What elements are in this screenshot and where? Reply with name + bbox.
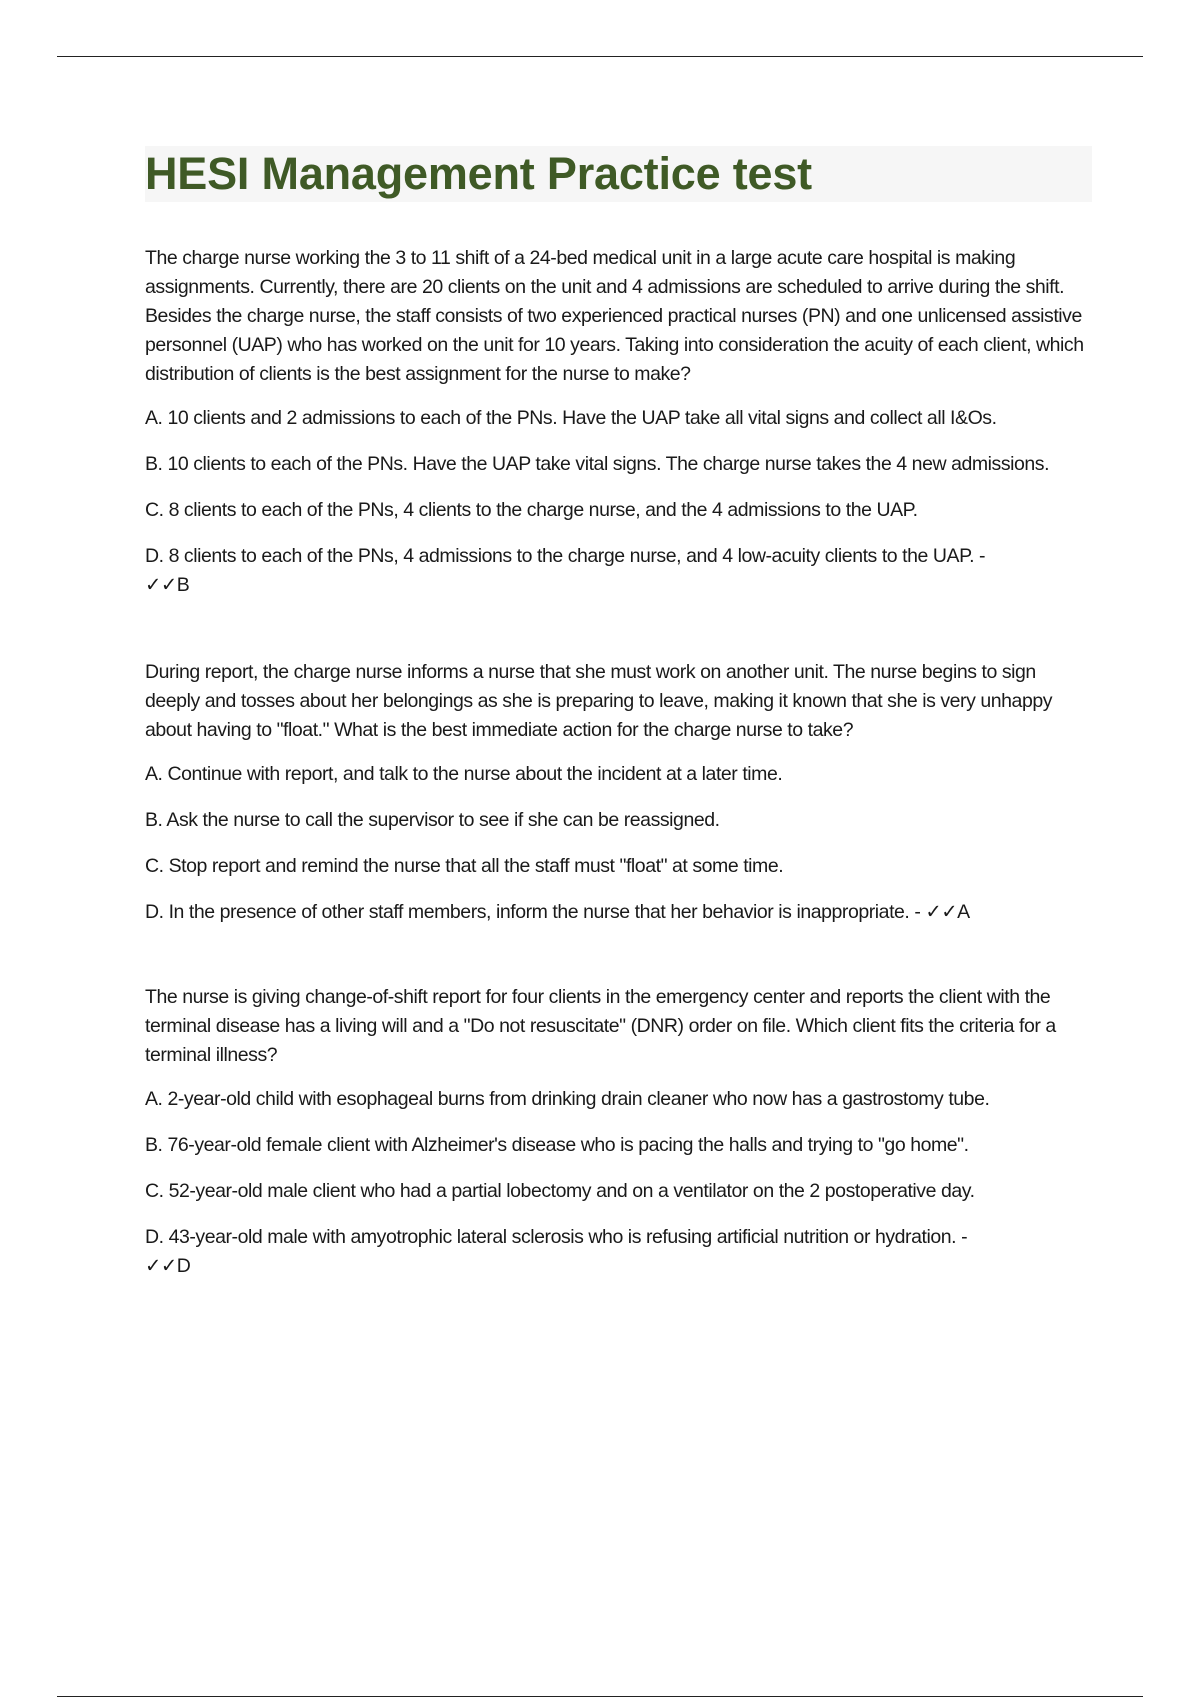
question-1	[145, 244, 1092, 600]
question-2-stem: During report, the charge nurse informs a nurse that she must work on another unit. The nurse begins to sign deeply and tosses about her belongings as she is preparing to leave, making it known that she is very unhappy about having to "float." What is the best immediate action for the charge nurse to take?	[145, 661, 1053, 741]
question-3-option-d-text: D. 43-year-old male with amyotrophic lateral sclerosis who is refusing artificial nutrition or hydration. -	[145, 1226, 968, 1248]
top-rule	[57, 56, 1143, 57]
question-2-option-c: C. Stop report and remind the nurse that all the staff must "float" at some time.	[145, 855, 784, 877]
question-2	[145, 658, 1092, 927]
question-2-option-b: B. Ask the nurse to call the supervisor to see if she can be reassigned.	[145, 809, 720, 831]
question-1-option-a: A. 10 clients and 2 admissions to each of the PNs. Have the UAP take all vital signs and collect all I&Os.	[145, 407, 997, 429]
question-3	[145, 983, 1092, 1281]
question-3-option-a: A. 2-year-old child with esophageal burns from drinking drain cleaner who now has a gastrostomy tube.	[145, 1088, 990, 1110]
title-band	[145, 146, 1092, 202]
question-3-option-d	[145, 1223, 1092, 1281]
question-1-option-d-text: D. 8 clients to each of the PNs, 4 admissions to the charge nurse, and 4 low-acuity clients to the UAP. -	[145, 545, 986, 567]
question-2-option-d-text: D. In the presence of other staff members, inform the nurse that her behavior is inappropriate. -	[145, 901, 921, 923]
question-1-answer: ✓✓B	[145, 574, 190, 596]
bottom-rule	[57, 1696, 1143, 1697]
question-3-option-c: C. 52-year-old male client who had a partial lobectomy and on a ventilator on the 2 postoperative day.	[145, 1180, 975, 1202]
question-3-option-b: B. 76-year-old female client with Alzheimer's disease who is pacing the halls and trying to "go home".	[145, 1134, 969, 1156]
question-2-option-d	[145, 898, 1092, 927]
question-1-option-b: B. 10 clients to each of the PNs. Have the UAP take vital signs. The charge nurse takes the 4 new admissions.	[145, 453, 1050, 475]
question-1-stem: The charge nurse working the 3 to 11 shift of a 24-bed medical unit in a large acute care hospital is making assignments. Currently, there are 20 clients on the unit and 4 admissions are scheduled to arrive during the shift. Besides the charge nurse, the staff consists of two experienced practical nurses (PN) and one unlicensed assistive personnel (UAP) who has worked on the unit for 10 years. Taking into consideration the acuity of each client, which distribution of clients is the best assignment for the nurse to make?	[145, 247, 1084, 385]
question-2-option-a: A. Continue with report, and talk to the nurse about the incident at a later time.	[145, 763, 783, 785]
document-page	[145, 146, 1092, 1298]
question-3-answer: ✓✓D	[145, 1255, 191, 1277]
question-2-answer: ✓✓A	[925, 901, 970, 923]
question-1-option-d	[145, 542, 1092, 600]
question-3-stem: The nurse is giving change-of-shift report for four clients in the emergency center and reports the client with the terminal disease has a living will and a "Do not resuscitate" (DNR) order on file. Which client fits the criteria for a terminal illness?	[145, 986, 1056, 1066]
question-1-option-c: C. 8 clients to each of the PNs, 4 clients to the charge nurse, and the 4 admissions to the UAP.	[145, 499, 918, 521]
document-title: HESI Management Practice test	[145, 148, 812, 199]
